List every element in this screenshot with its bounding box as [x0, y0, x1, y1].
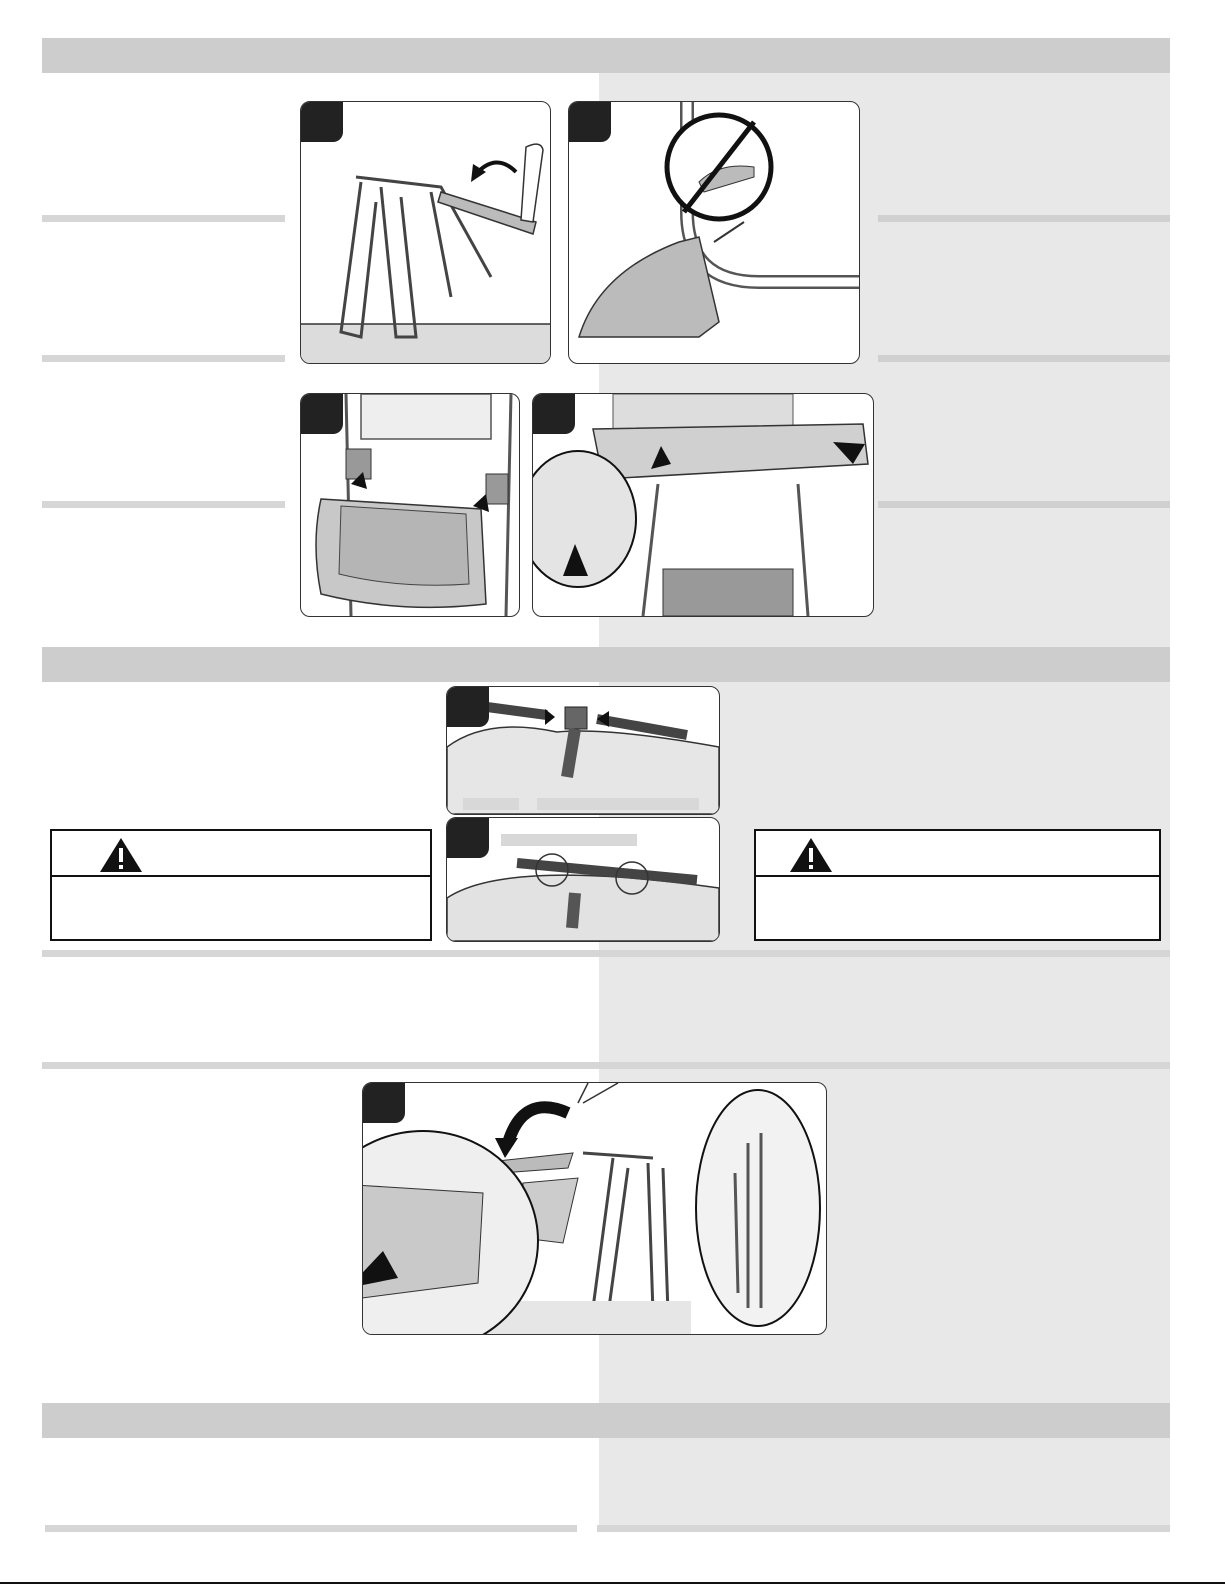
step-badge: [301, 394, 343, 434]
panel-tray: [532, 393, 874, 617]
rule-right-3: [878, 501, 1170, 508]
section-header-setup: [42, 38, 1170, 73]
warning-triangle-icon: [99, 837, 143, 873]
rule-left-1: [42, 215, 285, 222]
rule-left-3: [42, 501, 285, 508]
panel-seat: [300, 393, 520, 617]
warning-box-left: [50, 829, 432, 941]
panel-unfold-frame: [300, 101, 551, 364]
step-badge: [301, 102, 343, 142]
fold-chair-illustration: [363, 1083, 826, 1334]
panel-crotch-strap: [446, 817, 720, 942]
panel-footrest: [568, 101, 860, 364]
step-badge: [569, 102, 611, 142]
rule-bottom-right: [597, 1525, 1170, 1532]
label-strip-top: [501, 834, 637, 846]
section-header-harness: [42, 647, 1170, 682]
warning-triangle-icon: [789, 837, 833, 873]
page-bottom-line: [0, 1582, 1225, 1584]
step-badge: [533, 394, 575, 434]
step-badge: [447, 818, 489, 858]
rule-right-1: [878, 215, 1170, 222]
rule-full-2: [42, 1062, 1170, 1069]
step-badge: [447, 687, 489, 727]
label-strip-left: [463, 798, 519, 810]
section-header-care: [42, 1403, 1170, 1438]
rule-bottom-left: [45, 1525, 577, 1532]
rule-left-2: [42, 355, 285, 362]
rule-full-1: [42, 950, 1170, 957]
rule-right-2: [878, 355, 1170, 362]
tray-illustration: [533, 394, 873, 616]
unfold-chair-illustration: [301, 102, 550, 363]
step-badge: [363, 1083, 405, 1123]
warning-box-right: [754, 829, 1161, 941]
panel-waist-belt: [446, 686, 720, 815]
panel-fold-chair: [362, 1082, 827, 1335]
footrest-illustration: [569, 102, 859, 363]
label-strip-right: [537, 798, 699, 810]
